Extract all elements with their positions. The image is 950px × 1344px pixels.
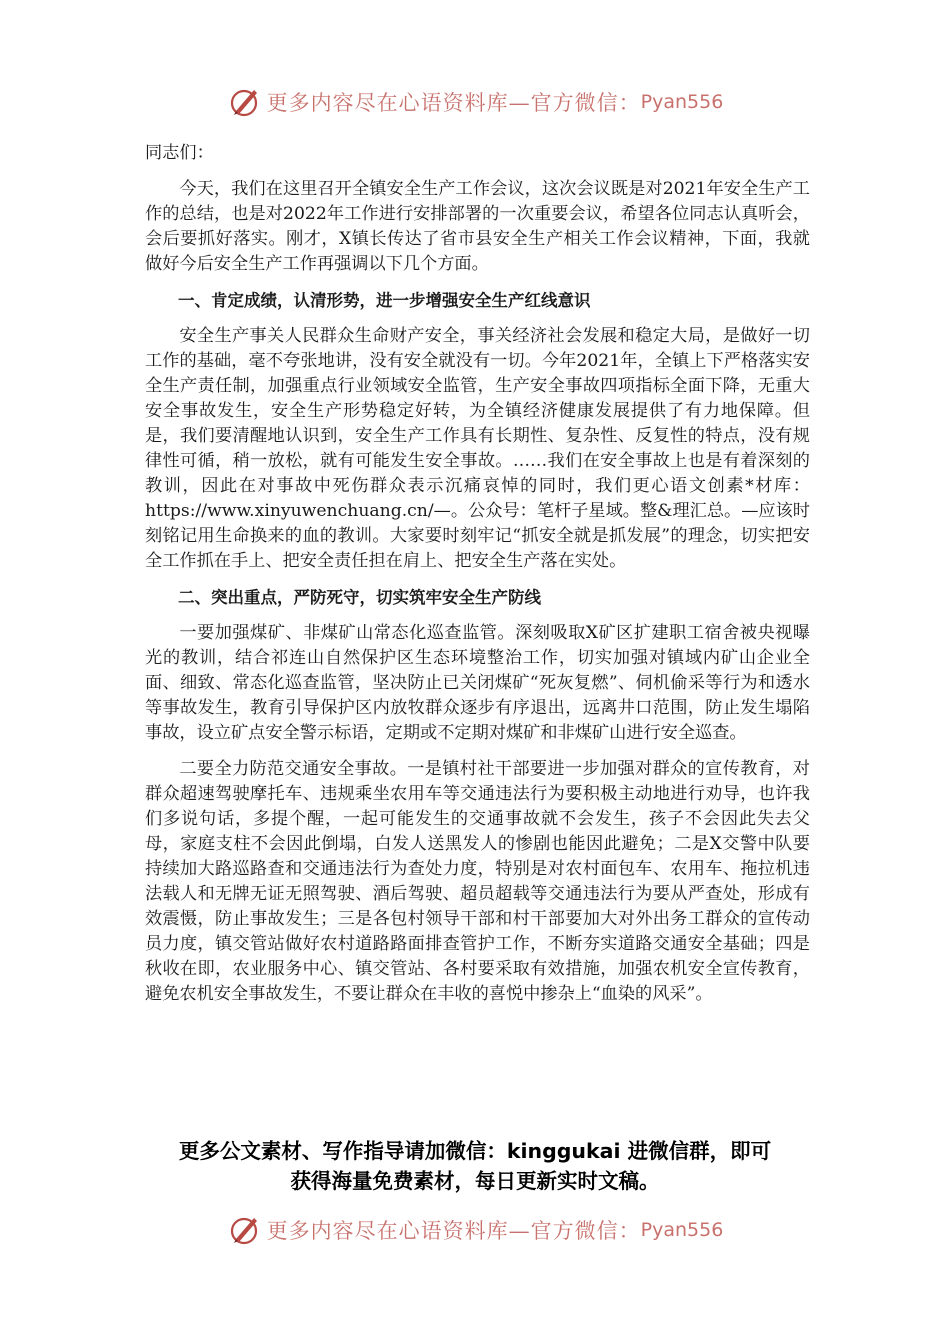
pen-logo-icon	[227, 84, 263, 120]
intro-paragraph: 今天，我们在这里召开全镇安全生产工作会议，这次会议既是对2021年安全生产工作的总结，也是对2022年工作进行安排部署的一次重要会议，希望各位同志认真听会，会后要抓好落实。刚才，X镇长传达了省市县安全生产相关工作会议精神，下面，我就做好今后安全生产工作再强调以下几个方面。	[145, 179, 810, 274]
section-2-paragraph-1: 一要加强煤矿、非煤矿山常态化巡查监管。深刻吸取X矿区扩建职工宿舍被央视曝光的教训，结合祁连山自然保护区生态环境整治工作，切实加强对镇域内矿山企业全面、细致、常态化巡查监管，坚决防止已关闭煤矿“死灰复燃”、伺机偷采等行为和透水等事故发生，教育引导保护区内放牧群众逐步有序退出，远离井口范围，防止发生塌陷事故，设立矿点安全警示标语，定期或不定期对煤矿和非煤矿山进行安全巡查。	[145, 623, 810, 743]
section-2-paragraph-2: 二要全力防范交通安全事故。一是镇村社干部要进一步加强对群众的宣传教育，对群众超速驾驶摩托车、违规乘坐农用车等交通违法行为要积极主动地进行劝导，也许我们多说句话，多提个醒，一起可能发生的交通事故就不会发生，孩子不会因此失去父母，家庭支柱不会因此倒塌，白发人送黑发人的惨剧也能因此避免；二是X交警中队要持续加大路巡路查和交通违法行为查处力度，特别是对农村面包车、农用车、拖拉机违法载人和无牌无证无照驾驶、酒后驾驶、超员超载等交通违法行为要从严查处，形成有效震慑，防止事故发生；三是各包村领导干部和村干部要加大对外出务工群众的宣传动员力度，镇交管站做好农村道路路面排查管护工作，不断夯实道路交通安全基础；四是秋收在即，农业服务中心、镇交管站、各村要采取有效措施，加强农机安全宣传教育，避免农机安全事故发生，不要让群众在丰收的喜悦中掺杂上“血染的风采”。	[145, 759, 810, 1004]
salutation: 同志们：	[145, 143, 214, 163]
header-watermark-banner	[0, 82, 950, 122]
section-1-paragraph: 安全生产事关人民群众生命财产安全，事关经济社会发展和稳定大局，是做好一切工作的基础，毫不夸张地讲，没有安全就没有一切。今年2021年，全镇上下严格落实安全生产责任制，加强重点行业领域安全监管，生产安全事故四项指标全面下降，无重大安全事故发生，安全生产形势稳定好转，为全镇经济健康发展提供了有力地保障。但是，我们要清醒地认识到，安全生产工作具有长期性、复杂性、反复性的特点，没有规律性可循，稍一放松，就有可能发生安全事故。……我们在安全事故上也是有着深刻的教训，因此在对事故中死伤群众表示沉痛哀悼的同时，我们更心语文创素*材库：https://www.xinyuwenchuang.cn/—。公众号：笔杆子星域。整&理汇总。—应该时刻铭记用生命换来的血的教训。大家要时刻牢记“抓安全就是抓发展”的理念，切实把安全工作抓在手上、把安全责任担在肩上、把安全生产落在实处。	[145, 326, 810, 571]
promo-line-2: 获得海量免费素材，每日更新实时文稿。	[290, 1169, 660, 1193]
promo-notice	[120, 1136, 830, 1196]
document-body	[145, 141, 810, 1007]
footer-watermark-banner	[0, 1210, 950, 1250]
section-heading-2: 二、突出重点，严防死守，切实筑牢安全生产防线	[178, 588, 541, 607]
watermark-text: 更多内容尽在心语资料库—官方微信：	[266, 1219, 641, 1243]
section-heading-1: 一、肯定成绩，认清形势，进一步增强安全生产红线意识	[178, 291, 591, 310]
pen-logo-icon	[227, 1212, 263, 1248]
watermark-wechat-id: Pyan556	[640, 1219, 724, 1241]
watermark-wechat-id: Pyan556	[640, 91, 724, 113]
watermark-text: 更多内容尽在心语资料库—官方微信：	[266, 91, 641, 115]
promo-line-1: 更多公文素材、写作指导请加微信：kinggukai 进微信群，即可	[178, 1139, 772, 1163]
